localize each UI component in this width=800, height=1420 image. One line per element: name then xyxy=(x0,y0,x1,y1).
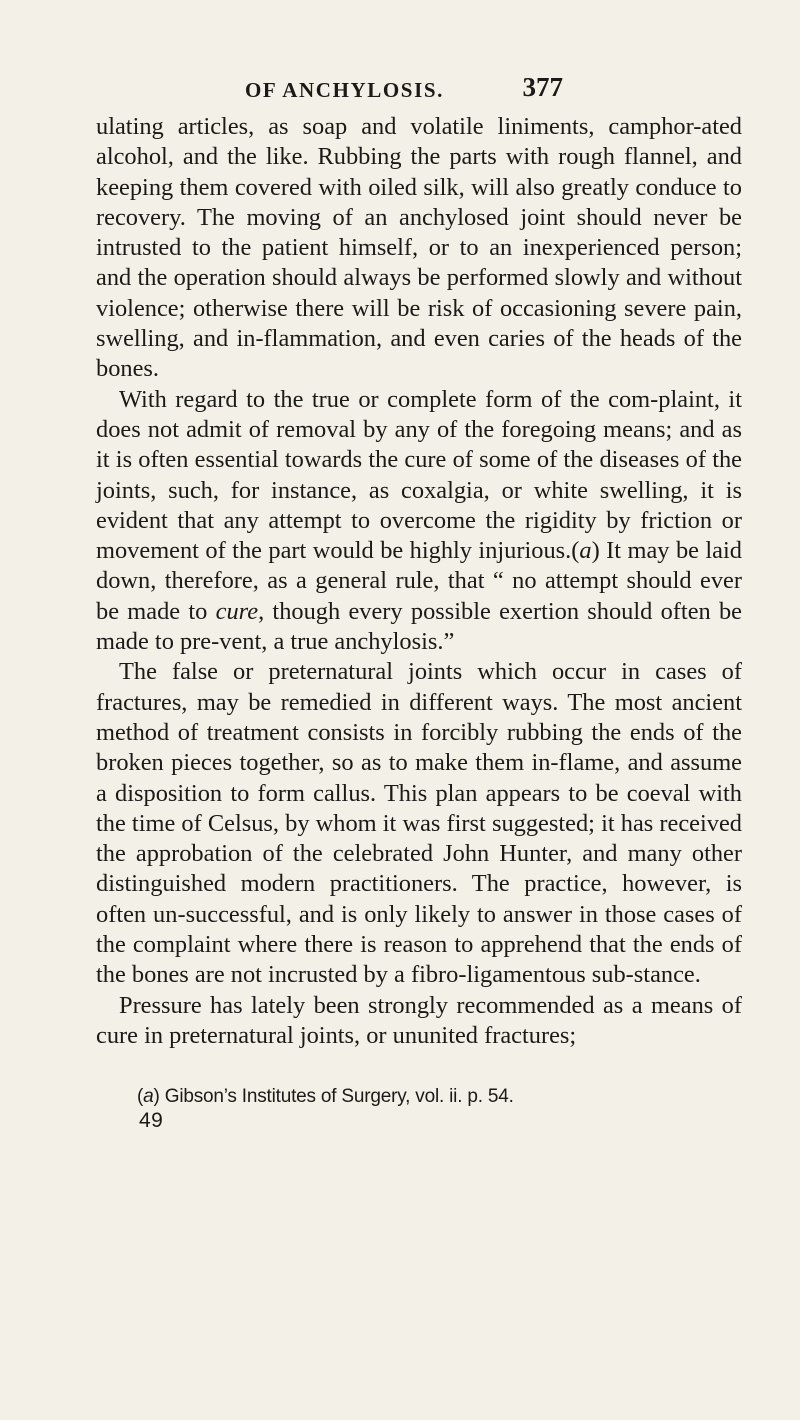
page-number: 377 xyxy=(522,72,563,102)
paragraph-true-anchylosis xyxy=(96,385,742,658)
running-head-title: OF ANCHYLOSIS. xyxy=(245,78,444,102)
footnote xyxy=(137,1086,697,1108)
paragraph-text: , though every possible exertion should often be made to pre-vent, a true anchylosis.” xyxy=(96,597,743,656)
paragraph-continuation: ulating articles, as soap and volatile liniments, camphor-ated alcohol, and the like. Rubbing the parts with rough flannel, and keeping them covered with oiled silk, will also greatly conduce to recovery. The moving of an anchylosed joint should never be intrusted to the patient himself, or to an inexperienced person; and the operation should always be performed slowly and without violence; otherwise there will be risk of occasioning severe pain, swelling, and in-flammation, and even caries of the heads of the bones. xyxy=(96,113,742,383)
signature-mark: 49 xyxy=(139,1109,164,1132)
footnote-text: Gibson’s Institutes of Surgery, vol. ii. p. 54. xyxy=(159,1086,514,1107)
running-head xyxy=(245,72,563,106)
emphasized-word: cure xyxy=(215,597,259,625)
paragraph-text: With regard to the true or complete form of the com-plaint, it does not admit of removal by any of the foregoing means; and as it is often essential towards the cure of some of the diseases of the joints, such, for instance, as coxalgia, or white swelling, it is evident that any attempt to overcome the rigidity by friction or movement of the part would be highly injurious. xyxy=(96,385,742,565)
body-text xyxy=(96,112,742,1051)
paragraph-false-joints: The false or preternatural joints which occur in cases of fractures, may be remedied in different ways. The most ancient method of treatment consists in forcibly rubbing the ends of the broken pieces together, so as to make them in-flame, and assume a disposition to form callus. This plan appears to be coeval with the time of Celsus, by whom it was first suggested; it has received the approbation of the celebrated John Hunter, and many other distinguished modern practitioners. The practice, however, is often un-successful, and is only likely to answer in those cases of the complaint where there is reason to apprehend that the ends of the bones are not incrusted by a fibro-ligamentous sub-stance. xyxy=(96,658,742,989)
footnote-marker: (a) xyxy=(137,1086,160,1107)
footnote-reference: (a) xyxy=(571,537,600,565)
paragraph-text: It may be laid down, therefore, as a general rule, that “ no attempt should ever be made to xyxy=(96,537,742,625)
paragraph-pressure: Pressure has lately been strongly recommended as a means of cure in preternatural joints, or ununited fractures; xyxy=(96,991,742,1049)
